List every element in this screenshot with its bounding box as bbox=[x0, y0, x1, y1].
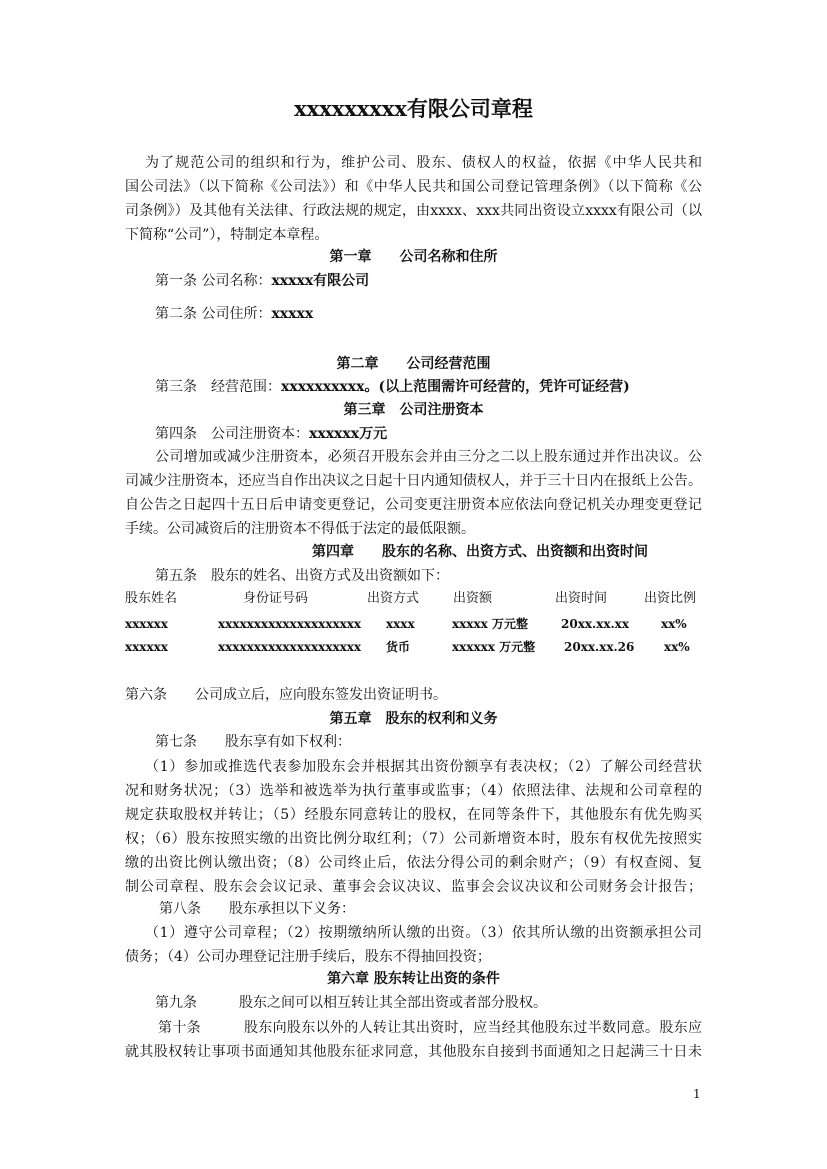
article-10-line-2: 就其股权转让事项书面通知其他股东征求同意，其他股东自接到书面通知之日起满三十日未 bbox=[125, 1044, 702, 1060]
table-cell-id: xxxxxxxxxxxxxxxxxxxx bbox=[218, 640, 362, 654]
duties-line-1: （1）遵守公司章程；（2）按期缴纳所认缴的出资。（3）依其所认缴的出资额承担公司 bbox=[145, 925, 702, 941]
rights-line-3: 规定获取股权并转让；（5）经股东同意转让的股权，在同等条件下，其他股东有优先购买 bbox=[125, 807, 702, 823]
duties-line-2: 债务；（4）公司办理登记注册手续后，股东不得抽回投资； bbox=[125, 949, 491, 965]
article-2-value: xxxxx bbox=[271, 306, 314, 322]
preamble-line-4: 下简称“公司”），特制定本章程。 bbox=[125, 227, 329, 243]
table-cell-name: xxxxxx bbox=[125, 640, 168, 654]
table-cell-id: xxxxxxxxxxxxxxxxxxxx bbox=[218, 617, 362, 631]
table-cell-time: 20xx.xx.xx bbox=[561, 617, 629, 631]
table-header-id: 身份证号码 bbox=[243, 591, 309, 606]
table-header-name: 股东姓名 bbox=[125, 591, 178, 606]
table-cell-ratio: xx% bbox=[661, 617, 687, 631]
article-2 bbox=[155, 305, 313, 323]
table-header-time: 出资时间 bbox=[555, 591, 608, 606]
article-3-label: 第三条 经营范围： bbox=[155, 379, 281, 395]
table-header-method: 出资方式 bbox=[367, 591, 420, 606]
article-4-label: 第四条 公司注册资本： bbox=[155, 426, 309, 442]
article-6: 第六条 公司成立后，应向股东签发出资证明书。 bbox=[125, 687, 447, 703]
chapter-3-heading: 第三章 公司注册资本 bbox=[343, 402, 484, 418]
article-4-value: xxxxxx万元 bbox=[309, 426, 388, 442]
chapter-1-heading: 第一章 公司名称和住所 bbox=[329, 249, 498, 265]
table-cell-time: 20xx.xx.26 bbox=[564, 640, 635, 654]
table-cell-amount: xxxxxx 万元整 bbox=[452, 640, 536, 654]
chapter-2-heading: 第二章 公司经营范围 bbox=[336, 356, 491, 372]
page-number: 1 bbox=[693, 1087, 701, 1101]
preamble-line-2: 国公司法》（以下简称《公司法》）和《中华人民共和国公司登记管理条例》（以下简称《公 bbox=[125, 179, 702, 195]
table-cell-method: xxxx bbox=[386, 617, 415, 631]
article-3-value: xxxxxxxxxx。(以上范围需许可经营的，凭许可证经营) bbox=[281, 379, 630, 395]
chapter-5-heading: 第五章 股东的权利和义务 bbox=[329, 711, 498, 727]
table-header-ratio: 出资比例 bbox=[644, 591, 697, 606]
preamble-line-1: 为了规范公司的组织和行为，维护公司、股东、债权人的权益，依据《中华人民共和 bbox=[145, 155, 702, 171]
article-9: 第九条 股东之间可以相互转让其全部出资或者部分股权。 bbox=[155, 995, 547, 1011]
rights-line-5: 缴的出资比例认缴出资；（8）公司终止后，依法分得公司的剩余财产；（9）有权查阅、复 bbox=[125, 855, 702, 871]
rights-line-4: 权；（6）股东按照实缴的出资比例分取红利；（7）公司新增资本时，股东有权优先按照实 bbox=[125, 831, 702, 847]
table-cell-method: 货币 bbox=[386, 640, 411, 654]
chapter-6-heading: 第六章 股东转让出资的条件 bbox=[327, 971, 500, 987]
article-5: 第五条 股东的姓名、出资方式及出资额如下： bbox=[155, 568, 449, 584]
article-7: 第七条 股东享有如下权利： bbox=[155, 734, 351, 750]
article-1 bbox=[155, 272, 369, 290]
article-10-line-1: 第十条 股东向股东以外的人转让其出资时，应当经其他股东过半数同意。股东应 bbox=[158, 1020, 702, 1036]
article-8: 第八条 股东承担以下义务： bbox=[159, 901, 355, 917]
article-1-value: xxxxx有限公司 bbox=[271, 273, 370, 289]
article-1-label: 第一条 公司名称： bbox=[155, 273, 272, 289]
table-cell-amount: xxxxx 万元整 bbox=[452, 617, 528, 631]
capital-para-line-3: 自公告之日起四十五日后申请变更登记，公司变更注册资本应依法向登记机关办理变更登记 bbox=[125, 497, 702, 513]
rights-line-2: 况和财务状况；（3）选举和被选举为执行董事或监事；（4）依照法律、法规和公司章程的 bbox=[125, 783, 702, 799]
article-3 bbox=[155, 378, 630, 396]
rights-line-6: 制公司章程、股东会会议记录、董事会会议决议、监事会会议决议和公司财务会计报告； bbox=[125, 879, 702, 895]
article-4 bbox=[155, 425, 387, 443]
table-header-amount: 出资额 bbox=[453, 591, 493, 606]
chapter-4-heading: 第四章 股东的名称、出资方式、出资额和出资时间 bbox=[312, 544, 648, 560]
rights-line-1: （1）参加或推选代表参加股东会并根据其出资份额享有表决权；（2）了解公司经营状 bbox=[145, 759, 702, 775]
capital-para-line-4: 手续。公司减资后的注册资本不得低于法定的最低限额。 bbox=[125, 521, 475, 537]
document-title: xxxxxxxxx有限公司章程 bbox=[294, 96, 533, 121]
capital-para-line-1: 公司增加或减少注册资本，必须召开股东会并由三分之二以上股东通过并作出决议。公 bbox=[155, 449, 702, 465]
table-cell-name: xxxxxx bbox=[125, 617, 168, 631]
article-2-label: 第二条 公司住所： bbox=[155, 306, 272, 322]
capital-para-line-2: 司减少注册资本，还应当自作出决议之日起十日内通知债权人，并于三十日内在报纸上公告。 bbox=[125, 473, 702, 489]
preamble-line-3: 司条例》）及其他有关法律、行政法规的规定，由xxxx、xxx共同出资设立xxxx有限公司（以 bbox=[125, 203, 702, 219]
table-cell-ratio: xx% bbox=[664, 640, 690, 654]
